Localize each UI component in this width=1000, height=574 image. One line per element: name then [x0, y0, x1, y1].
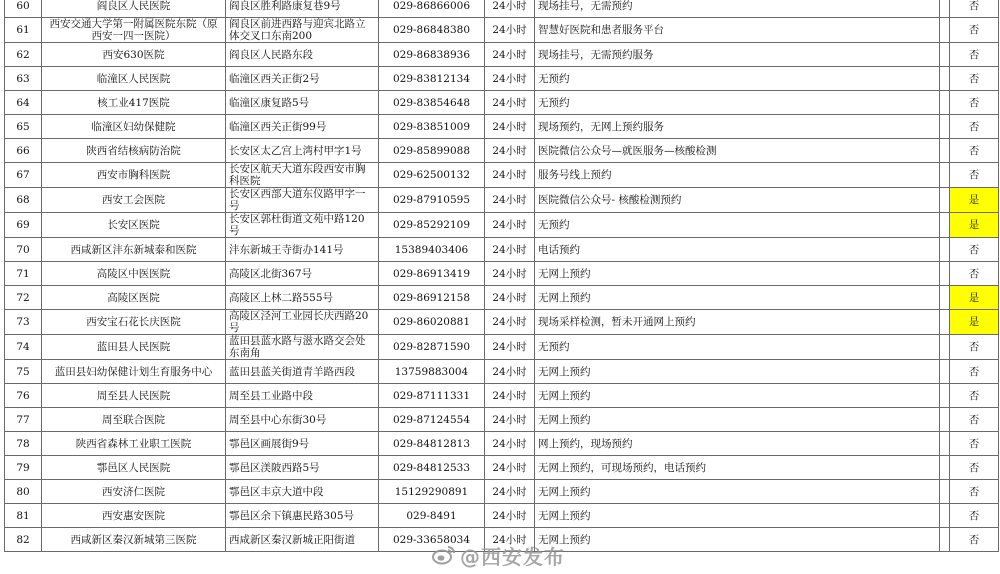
- blank-cell: [940, 408, 950, 432]
- table-row: [5, 310, 999, 335]
- table-row: [5, 432, 999, 456]
- hospital-name: 西安交通大学第一附属医院东院（原西安一四一医院）: [42, 18, 226, 43]
- booking-note: 现场挂号，无需预约服务: [535, 43, 940, 67]
- blank-cell: [940, 163, 950, 188]
- service-hours: 24小时: [485, 456, 535, 480]
- service-hours: 24小时: [485, 67, 535, 91]
- hospital-name: 西安惠安医院: [42, 504, 226, 528]
- row-number: 73: [5, 310, 42, 335]
- hospital-phone: 029-86020881: [379, 310, 485, 335]
- flag-cell: 否: [950, 139, 999, 163]
- hospital-address: 长安区郭杜街道文苑中路120号: [226, 213, 379, 238]
- service-hours: 24小时: [485, 115, 535, 139]
- booking-note: 无网上预约: [535, 384, 940, 408]
- table-row: [5, 0, 999, 18]
- booking-note: 无网上预约: [535, 262, 940, 286]
- hospital-name: 周至联合医院: [42, 408, 226, 432]
- table-row: [5, 18, 999, 43]
- hospital-address: 临潼区西关正街2号: [226, 67, 379, 91]
- flag-cell: 否: [950, 432, 999, 456]
- hospital-address: 阎良区人民路东段: [226, 43, 379, 67]
- booking-note: 无网上预约: [535, 286, 940, 310]
- booking-note: 医院微信公众号—就医服务—核酸检测: [535, 139, 940, 163]
- hospital-address: 长安区航天大道东段西安市胸科医院: [226, 163, 379, 188]
- service-hours: 24小时: [485, 18, 535, 43]
- hospital-name: 陕西省森林工业职工医院: [42, 432, 226, 456]
- flag-cell: 否: [950, 528, 999, 552]
- flag-cell: 否: [950, 480, 999, 504]
- table-row: [5, 480, 999, 504]
- hospital-phone: 029-8491: [379, 504, 485, 528]
- service-hours: 24小时: [485, 163, 535, 188]
- row-number: 60: [5, 0, 42, 18]
- flag-cell: 是: [950, 286, 999, 310]
- watermark-text: @西安发布: [460, 544, 565, 569]
- flag-cell: 否: [950, 360, 999, 384]
- booking-note: 无预约: [535, 67, 940, 91]
- flag-cell: 否: [950, 0, 999, 18]
- hospital-name: 西安宝石花长庆医院: [42, 310, 226, 335]
- hospital-phone: 029-83854648: [379, 91, 485, 115]
- hospital-address: 周至县工业路中段: [226, 384, 379, 408]
- hospital-address: 蓝田县蓝水路与滋水路交会处东南角: [226, 335, 379, 360]
- row-number: 77: [5, 408, 42, 432]
- table-row: [5, 456, 999, 480]
- blank-cell: [940, 67, 950, 91]
- hospital-name: 阎良区人民医院: [42, 0, 226, 18]
- hospital-name: 核工业417医院: [42, 91, 226, 115]
- hospital-phone: 029-84812813: [379, 432, 485, 456]
- blank-cell: [940, 238, 950, 262]
- hospital-phone: 029-87124554: [379, 408, 485, 432]
- hospital-phone: 029-82871590: [379, 335, 485, 360]
- table-row: [5, 408, 999, 432]
- booking-note: 无预约: [535, 213, 940, 238]
- hospital-phone: 029-83851009: [379, 115, 485, 139]
- flag-cell: 否: [950, 262, 999, 286]
- flag-cell: 否: [950, 384, 999, 408]
- row-number: 76: [5, 384, 42, 408]
- row-number: 72: [5, 286, 42, 310]
- hospital-address: 高陵区北街367号: [226, 262, 379, 286]
- blank-cell: [940, 480, 950, 504]
- hospital-address: 临潼区康复路5号: [226, 91, 379, 115]
- table-row: [5, 384, 999, 408]
- booking-note: 现场预约，无网上预约服务: [535, 115, 940, 139]
- row-number: 63: [5, 67, 42, 91]
- service-hours: 24小时: [485, 262, 535, 286]
- blank-cell: [940, 456, 950, 480]
- hospital-address: 沣东新城王寺街办141号: [226, 238, 379, 262]
- row-number: 64: [5, 91, 42, 115]
- hospital-phone: 029-87111331: [379, 384, 485, 408]
- blank-cell: [940, 18, 950, 43]
- booking-note: 无网上预约，可现场预约，电话预约: [535, 456, 940, 480]
- hospital-phone: 029-86848380: [379, 18, 485, 43]
- blank-cell: [940, 384, 950, 408]
- service-hours: 24小时: [485, 432, 535, 456]
- blank-cell: [940, 528, 950, 552]
- row-number: 81: [5, 504, 42, 528]
- flag-cell: 否: [950, 67, 999, 91]
- row-number: 67: [5, 163, 42, 188]
- service-hours: 24小时: [485, 43, 535, 67]
- hospital-address: 鄠邑区丰京大道中段: [226, 480, 379, 504]
- blank-cell: [940, 213, 950, 238]
- hospital-address: 长安区太乙宫上湾村甲字1号: [226, 139, 379, 163]
- service-hours: 24小时: [485, 528, 535, 552]
- service-hours: 24小时: [485, 310, 535, 335]
- service-hours: 24小时: [485, 91, 535, 115]
- row-number: 69: [5, 213, 42, 238]
- table-row: [5, 139, 999, 163]
- blank-cell: [940, 0, 950, 18]
- booking-note: 无预约: [535, 91, 940, 115]
- hospital-address: 周至县中心东街30号: [226, 408, 379, 432]
- hospital-phone: 029-86838936: [379, 43, 485, 67]
- blank-cell: [940, 115, 950, 139]
- booking-note: 无网上预约: [535, 408, 940, 432]
- hospital-name: 西咸新区秦汉新城第三医院: [42, 528, 226, 552]
- hospital-name: 鄠邑区人民医院: [42, 456, 226, 480]
- table-row: [5, 238, 999, 262]
- row-number: 70: [5, 238, 42, 262]
- hospital-address: 阎良区前进西路与迎宾北路立体交叉口东南200: [226, 18, 379, 43]
- row-number: 66: [5, 139, 42, 163]
- service-hours: 24小时: [485, 286, 535, 310]
- hospital-table: [4, 0, 999, 552]
- service-hours: 24小时: [485, 0, 535, 18]
- hospital-phone: 029-86866006: [379, 0, 485, 18]
- hospital-name: 西安市胸科医院: [42, 163, 226, 188]
- row-number: 68: [5, 188, 42, 213]
- booking-note: 智慧好医院和患者服务平台: [535, 18, 940, 43]
- table-row: [5, 335, 999, 360]
- hospital-phone: 15389403406: [379, 238, 485, 262]
- hospital-name: 高陵区中医医院: [42, 262, 226, 286]
- service-hours: 24小时: [485, 188, 535, 213]
- row-number: 75: [5, 360, 42, 384]
- service-hours: 24小时: [485, 504, 535, 528]
- flag-cell: 否: [950, 456, 999, 480]
- blank-cell: [940, 432, 950, 456]
- blank-cell: [940, 504, 950, 528]
- booking-note: 无网上预约: [535, 504, 940, 528]
- row-number: 65: [5, 115, 42, 139]
- flag-cell: 是: [950, 188, 999, 213]
- blank-cell: [940, 335, 950, 360]
- booking-note: 无网上预约: [535, 360, 940, 384]
- table-row: [5, 213, 999, 238]
- hospital-address: 西咸新区秦汉新城正阳街道: [226, 528, 379, 552]
- hospital-address: 阎良区胜利路康复巷9号: [226, 0, 379, 18]
- hospital-phone: 029-33658034: [379, 528, 485, 552]
- flag-cell: 是: [950, 213, 999, 238]
- booking-note: 现场挂号，无需预约: [535, 0, 940, 18]
- table-row: [5, 43, 999, 67]
- hospital-name: 西咸新区沣东新城泰和医院: [42, 238, 226, 262]
- hospital-phone: 029-86912158: [379, 286, 485, 310]
- hospital-name: 蓝田县人民医院: [42, 335, 226, 360]
- booking-note: 服务号线上预约: [535, 163, 940, 188]
- blank-cell: [940, 310, 950, 335]
- blank-cell: [940, 262, 950, 286]
- table-row: [5, 528, 999, 552]
- hospital-phone: 029-87910595: [379, 188, 485, 213]
- service-hours: 24小时: [485, 238, 535, 262]
- hospital-name: 长安区医院: [42, 213, 226, 238]
- hospital-phone: 029-84812533: [379, 456, 485, 480]
- booking-note: 现场采样检测，暂未开通网上预约: [535, 310, 940, 335]
- blank-cell: [940, 139, 950, 163]
- flag-cell: 否: [950, 163, 999, 188]
- flag-cell: 否: [950, 43, 999, 67]
- blank-cell: [940, 91, 950, 115]
- booking-note: 医院微信公众号- 核酸检测预约: [535, 188, 940, 213]
- hospital-name: 西安济仁医院: [42, 480, 226, 504]
- hospital-address: 临潼区西关正街99号: [226, 115, 379, 139]
- hospital-phone: 029-85292109: [379, 213, 485, 238]
- flag-cell: 否: [950, 335, 999, 360]
- hospital-name: 高陵区医院: [42, 286, 226, 310]
- flag-cell: 否: [950, 238, 999, 262]
- hospital-name: 临潼区妇幼保健院: [42, 115, 226, 139]
- row-number: 78: [5, 432, 42, 456]
- blank-cell: [940, 360, 950, 384]
- blank-cell: [940, 43, 950, 67]
- table-row: [5, 91, 999, 115]
- hospital-phone: 029-86913419: [379, 262, 485, 286]
- row-number: 80: [5, 480, 42, 504]
- table-row: [5, 188, 999, 213]
- flag-cell: 否: [950, 18, 999, 43]
- hospital-name: 陕西省结核病防治院: [42, 139, 226, 163]
- row-number: 71: [5, 262, 42, 286]
- service-hours: 24小时: [485, 335, 535, 360]
- hospital-phone: 15129290891: [379, 480, 485, 504]
- hospital-name: 西安630医院: [42, 43, 226, 67]
- hospital-name: 临潼区人民医院: [42, 67, 226, 91]
- booking-note: 电话预约: [535, 238, 940, 262]
- hospital-name: 西安工会医院: [42, 188, 226, 213]
- hospital-phone: 029-83812134: [379, 67, 485, 91]
- hospital-address: 长安区西部大道东仪路甲字一号: [226, 188, 379, 213]
- hospital-phone: 13759883004: [379, 360, 485, 384]
- booking-note: 网上预约，现场预约: [535, 432, 940, 456]
- hospital-phone: 029-85899088: [379, 139, 485, 163]
- row-number: 82: [5, 528, 42, 552]
- table-row: [5, 504, 999, 528]
- service-hours: 24小时: [485, 480, 535, 504]
- blank-cell: [940, 286, 950, 310]
- hospital-address: 鄠邑区画展街9号: [226, 432, 379, 456]
- hospital-phone: 029-62500132: [379, 163, 485, 188]
- hospital-name: 周至县人民医院: [42, 384, 226, 408]
- row-number: 62: [5, 43, 42, 67]
- table-row: [5, 115, 999, 139]
- flag-cell: 否: [950, 504, 999, 528]
- blank-cell: [940, 188, 950, 213]
- booking-note: 无预约: [535, 335, 940, 360]
- row-number: 74: [5, 335, 42, 360]
- table-row: [5, 67, 999, 91]
- service-hours: 24小时: [485, 213, 535, 238]
- table-row: [5, 163, 999, 188]
- hospital-name: 蓝田县妇幼保健计划生育服务中心: [42, 360, 226, 384]
- flag-cell: 是: [950, 310, 999, 335]
- table-row: [5, 262, 999, 286]
- booking-note: 无网上预约: [535, 528, 940, 552]
- service-hours: 24小时: [485, 360, 535, 384]
- hospital-address: 蓝田县蓝关街道青羊路西段: [226, 360, 379, 384]
- hospital-address: 鄠邑区余下镇惠民路305号: [226, 504, 379, 528]
- flag-cell: 否: [950, 408, 999, 432]
- booking-note: 无网上预约: [535, 480, 940, 504]
- flag-cell: 否: [950, 115, 999, 139]
- table-row: [5, 286, 999, 310]
- row-number: 61: [5, 18, 42, 43]
- service-hours: 24小时: [485, 408, 535, 432]
- service-hours: 24小时: [485, 139, 535, 163]
- hospital-address: 高陵区泾河工业园长庆西路20号: [226, 310, 379, 335]
- hospital-address: 鄠邑区渼陂西路5号: [226, 456, 379, 480]
- flag-cell: 否: [950, 91, 999, 115]
- table-row: [5, 360, 999, 384]
- hospital-address: 高陵区上林二路555号: [226, 286, 379, 310]
- row-number: 79: [5, 456, 42, 480]
- table-body: [5, 0, 999, 552]
- service-hours: 24小时: [485, 384, 535, 408]
